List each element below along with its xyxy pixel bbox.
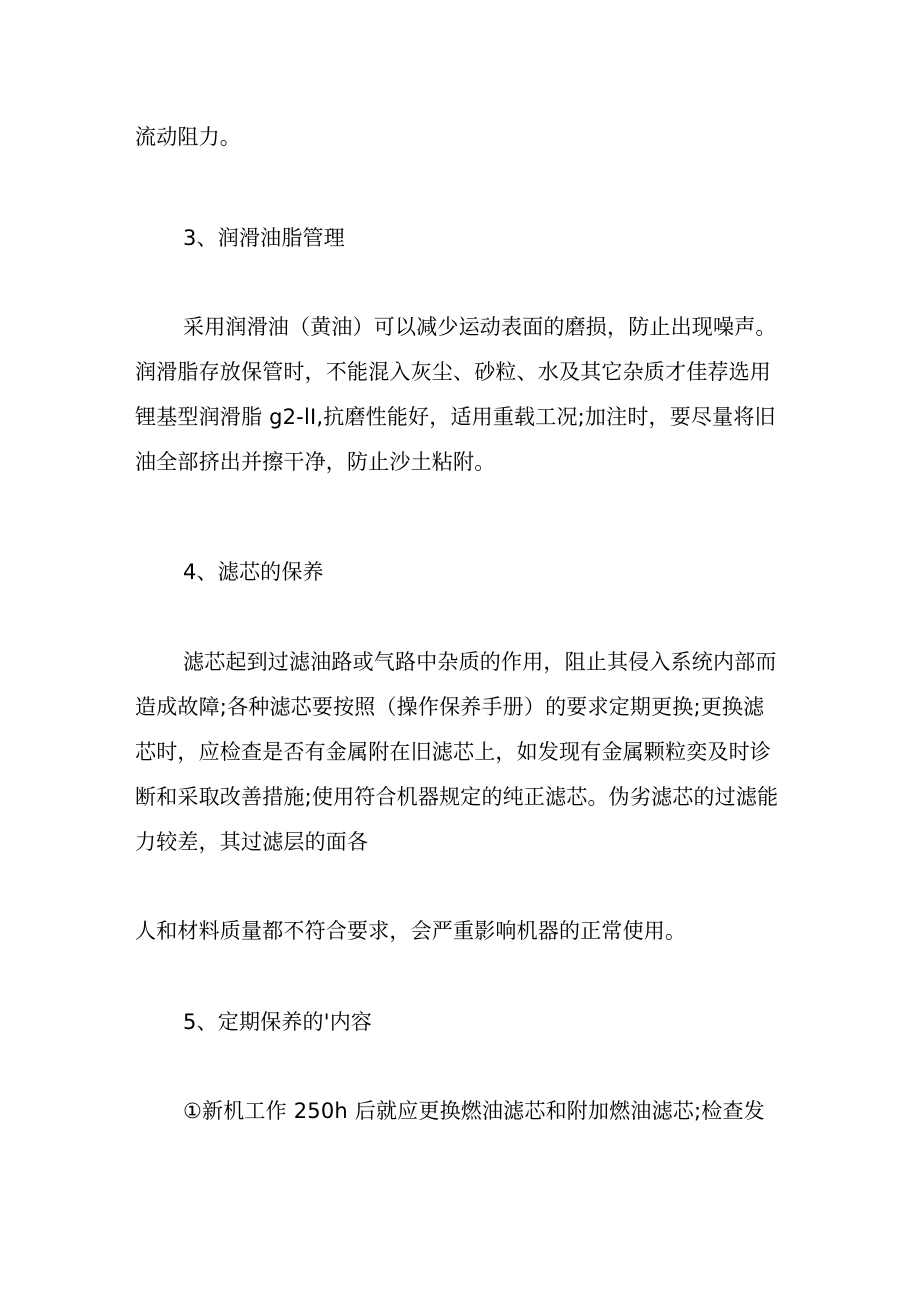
section3-paragraph-line: 采用润滑油（黄油）可以减少运动表面的磨损，防止出现噪声。: [183, 315, 777, 339]
section4-paragraph-line: 断和采取改善措施;使用符合机器规定的纯正滤芯。伪劣滤芯的过滤能: [135, 785, 779, 809]
section5-first-item: ①新机工作 250h 后就应更换燃油滤芯和附加燃油滤芯;检查发: [183, 1099, 765, 1123]
section4-continuation: 人和材料质量都不符合要求，会严重影响机器的正常使用。: [135, 919, 687, 943]
section4-paragraph-line: 芯时，应检查是否有金属附在旧滤芯上，如发现有金属颗粒奕及时诊: [135, 740, 771, 764]
section4-paragraph-line: 造成故障;各种滤芯要按照（操作保养手册）的要求定期更换;更换滤: [135, 695, 765, 719]
intro-fragment: 流动阻力。: [135, 125, 241, 149]
section3-paragraph-line: 油全部挤出并擦干净，防止沙土粘附。: [135, 450, 496, 474]
section3-paragraph-line: 润滑脂存放保管时，不能混入灰尘、砂粒、水及其它杂质才佳荐选用: [135, 360, 771, 384]
section4-paragraph-line: 滤芯起到过滤油路或气路中杂质的作用，阻止其侵入系统内部而: [183, 650, 777, 674]
section4-heading: 4、滤芯的保养: [183, 560, 324, 584]
section3-paragraph-line: 锂基型润滑脂 g2-lI,抗磨性能好，适用重载工况;加注时，要尽量将旧: [135, 405, 776, 429]
section5-heading: 5、定期保养的'内容: [183, 1010, 373, 1034]
section4-paragraph-line: 力较差，其过滤层的面各: [135, 830, 369, 854]
section3-heading: 3、润滑油脂管理: [183, 226, 345, 250]
